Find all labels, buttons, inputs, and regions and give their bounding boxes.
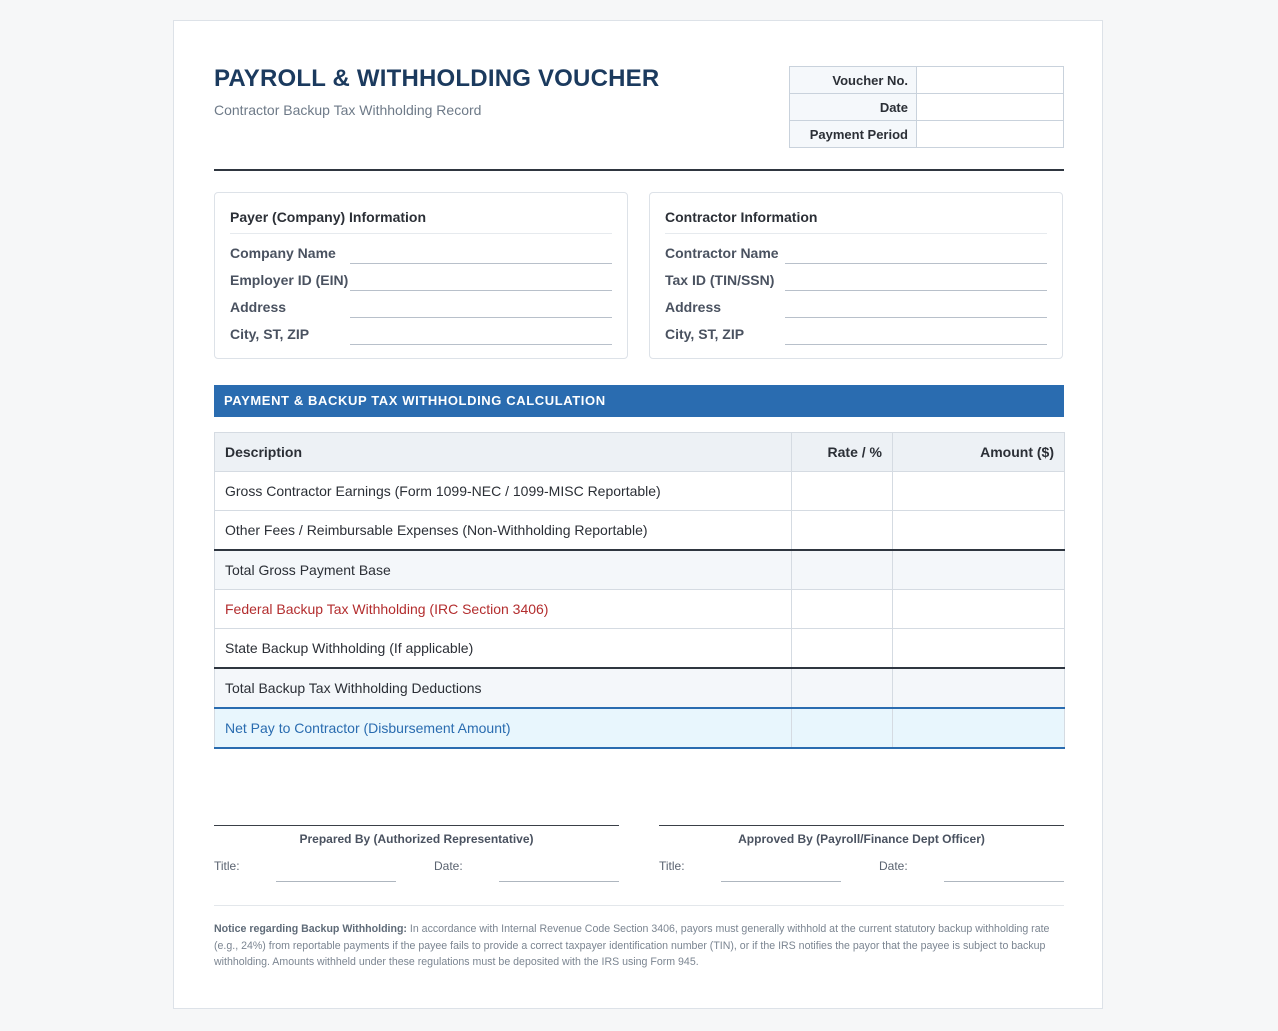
row-description: Total Gross Payment Base [215,550,792,590]
title-field[interactable] [721,881,841,882]
title-label: Title: [214,859,240,873]
table-row [215,472,1065,511]
rate-cell[interactable] [792,511,893,550]
calculation-table [214,432,1065,749]
payer-city-field[interactable] [350,344,612,345]
field-label: Employer ID (EIN) [230,272,349,288]
contractor-address-field[interactable] [785,317,1047,318]
field-label: Address [665,299,722,315]
company-name-row [230,242,612,264]
contractor-info-box [649,192,1063,359]
rate-cell[interactable] [792,550,893,590]
company-name-field[interactable] [350,263,612,264]
field-label: City, ST, ZIP [665,326,745,342]
row-description: State Backup Withholding (If applicable) [215,629,792,668]
amount-cell[interactable] [893,472,1065,511]
contractor-address-row [665,296,1047,318]
prepared-by-signature [214,825,619,882]
voucher-no-field[interactable] [917,67,1064,94]
withholding-notice [214,921,1064,971]
employer-id-field[interactable] [350,290,612,291]
page-title: PAYROLL & WITHHOLDING VOUCHER [214,65,660,92]
row-description: Other Fees / Reimbursable Expenses (Non-Withholding Reportable) [215,511,792,550]
row-description: Net Pay to Contractor (Disbursement Amount) [215,708,792,748]
approved-by-signature [659,825,1064,882]
amount-cell[interactable] [893,590,1065,629]
rate-cell[interactable] [792,708,893,748]
date-label: Date: [879,859,908,873]
rate-cell[interactable] [792,472,893,511]
amount-cell[interactable] [893,629,1065,668]
net-pay-row [215,708,1065,748]
row-description: Federal Backup Tax Withholding (IRC Section 3406) [215,590,792,629]
title-label: Title: [659,859,685,873]
meta-label: Payment Period [790,121,917,148]
column-header-amount: Amount ($) [893,433,1065,472]
date-field[interactable] [499,881,619,882]
payer-info-box [214,192,628,359]
payer-address-field[interactable] [350,317,612,318]
signature-details [659,852,1064,882]
employer-id-row [230,269,612,291]
table-row [215,511,1065,550]
date-field[interactable] [944,881,1064,882]
signature-line[interactable] [214,825,619,826]
contractor-name-row [665,242,1047,264]
page-subtitle: Contractor Backup Tax Withholding Record [214,102,482,118]
voucher-page [173,20,1103,1009]
field-label: Address [230,299,287,315]
amount-cell[interactable] [893,668,1065,708]
table-header-row [215,433,1065,472]
signature-line[interactable] [659,825,1064,826]
table-row [215,590,1065,629]
field-label: City, ST, ZIP [230,326,310,342]
tax-id-row [665,269,1047,291]
payment-period-field[interactable] [917,121,1064,148]
field-label: Tax ID (TIN/SSN) [665,272,775,288]
header-divider [214,169,1064,171]
column-header-rate: Rate / % [792,433,893,472]
table-row [215,629,1065,668]
meta-label: Voucher No. [790,67,917,94]
payer-city-row [230,323,612,345]
payer-info-heading: Payer (Company) Information [230,209,612,234]
payer-address-row [230,296,612,318]
field-label: Contractor Name [665,245,779,261]
notice-body: In accordance with Internal Revenue Code Section 3406, payors must generally withhold at the current statutory backup withholding rate (e.g., 24%) from reportable payments if the payee fails to provide a correct taxpayer identification number (TIN), or if the IRS notifies the payor that the payee is subject to backup withholding. Amounts withheld under these regulations must be deposited with the IRS using Form 945. [214,923,1050,969]
rate-cell[interactable] [792,590,893,629]
signature-details [214,852,619,882]
signature-caption: Prepared By (Authorized Representative) [299,832,534,846]
column-header-description: Description [215,433,792,472]
notice-lead: Notice regarding Backup Withholding: [214,923,407,935]
meta-row-date [790,94,1064,121]
amount-cell[interactable] [893,550,1065,590]
contractor-name-field[interactable] [785,263,1047,264]
amount-cell[interactable] [893,511,1065,550]
signature-caption: Approved By (Payroll/Finance Dept Officer) [738,832,985,846]
date-field[interactable] [917,94,1064,121]
meta-row-voucher-no [790,67,1064,94]
subtotal-row [215,550,1065,590]
title-field[interactable] [276,881,396,882]
row-description: Gross Contractor Earnings (Form 1099-NEC / 1099-MISC Reportable) [215,472,792,511]
tax-id-field[interactable] [785,290,1047,291]
footer-divider [214,905,1064,906]
date-label: Date: [434,859,463,873]
voucher-meta-table [789,66,1064,148]
rate-cell[interactable] [792,629,893,668]
meta-label: Date [790,94,917,121]
contractor-city-field[interactable] [785,344,1047,345]
row-description: Total Backup Tax Withholding Deductions [215,668,792,708]
field-label: Company Name [230,245,336,261]
contractor-city-row [665,323,1047,345]
calculation-section-title: PAYMENT & BACKUP TAX WITHHOLDING CALCULATION [214,385,1064,417]
rate-cell[interactable] [792,668,893,708]
contractor-info-heading: Contractor Information [665,209,1047,234]
amount-cell[interactable] [893,708,1065,748]
subtotal-row [215,668,1065,708]
meta-row-payment-period [790,121,1064,148]
